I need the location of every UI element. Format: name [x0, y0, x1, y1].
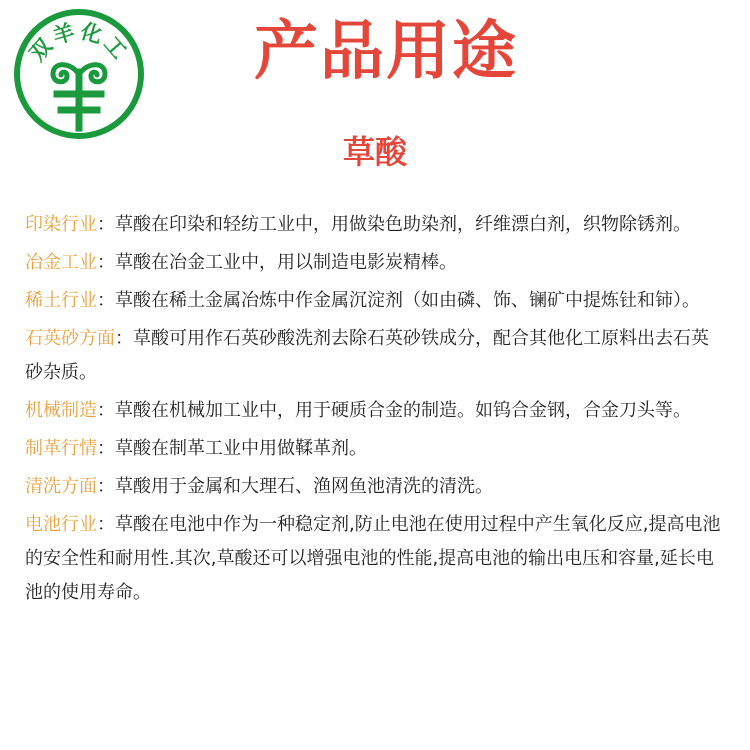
- use-text: 草酸在机械加工业中，用于硬质合金的制造。如钨合金钢，合金刀头等。: [115, 400, 691, 421]
- list-item: [25, 432, 725, 466]
- use-separator: ：: [97, 290, 115, 311]
- list-item: [25, 470, 725, 504]
- use-separator: ：: [97, 438, 115, 459]
- logo-text: 双羊化工: [24, 18, 134, 66]
- use-label: 电池行业: [25, 514, 97, 535]
- use-text: 草酸用于金属和大理石、渔网鱼池清洗的清洗。: [115, 476, 493, 497]
- list-item: [25, 246, 725, 280]
- product-name: 草酸: [342, 133, 407, 171]
- use-label: 机械制造: [25, 400, 97, 421]
- use-label: 冶金工业: [25, 252, 97, 273]
- use-separator: ：: [115, 328, 133, 349]
- use-separator: ：: [97, 252, 115, 273]
- use-text: 草酸在电池中作为一种稳定剂,防止电池在使用过程中产生氧化反应,提高电池的安全性和耐用性.其次,草酸还可以增强电池的性能,提高电池的输出电压和容量,延长电池的使用寿命。: [25, 514, 721, 603]
- list-item: [25, 508, 725, 610]
- list-item: [25, 284, 725, 318]
- list-item: [25, 322, 725, 390]
- use-label: 稀土行业: [25, 290, 97, 311]
- use-text: 草酸可用作石英砂酸洗剂去除石英砂铁成分，配合其他化工原料出去石英砂杂质。: [25, 328, 709, 383]
- use-label: 制革行情: [25, 438, 97, 459]
- use-separator: ：: [97, 214, 115, 235]
- use-separator: ：: [97, 476, 115, 497]
- use-label: 清洗方面: [25, 476, 97, 497]
- use-text: 草酸在制革工业中用做鞣革剂。: [115, 438, 367, 459]
- use-label: 石英砂方面: [25, 328, 115, 349]
- use-text: 草酸在冶金工业中，用以制造电影炭精棒。: [115, 252, 457, 273]
- use-text: 草酸在稀土金属冶炼中作金属沉淀剂（如由磷、饰、镧矿中提炼钍和铈）。: [115, 290, 700, 311]
- use-separator: ：: [97, 514, 115, 535]
- product-uses-list: [25, 208, 725, 614]
- use-label: 印染行业: [25, 214, 97, 235]
- page-title: 产品用途: [254, 15, 518, 89]
- use-text: 草酸在印染和轻纺工业中，用做染色助染剂，纤维漂白剂，织物除锈剂。: [115, 214, 691, 235]
- list-item: [25, 394, 725, 428]
- list-item: [25, 208, 725, 242]
- use-separator: ：: [97, 400, 115, 421]
